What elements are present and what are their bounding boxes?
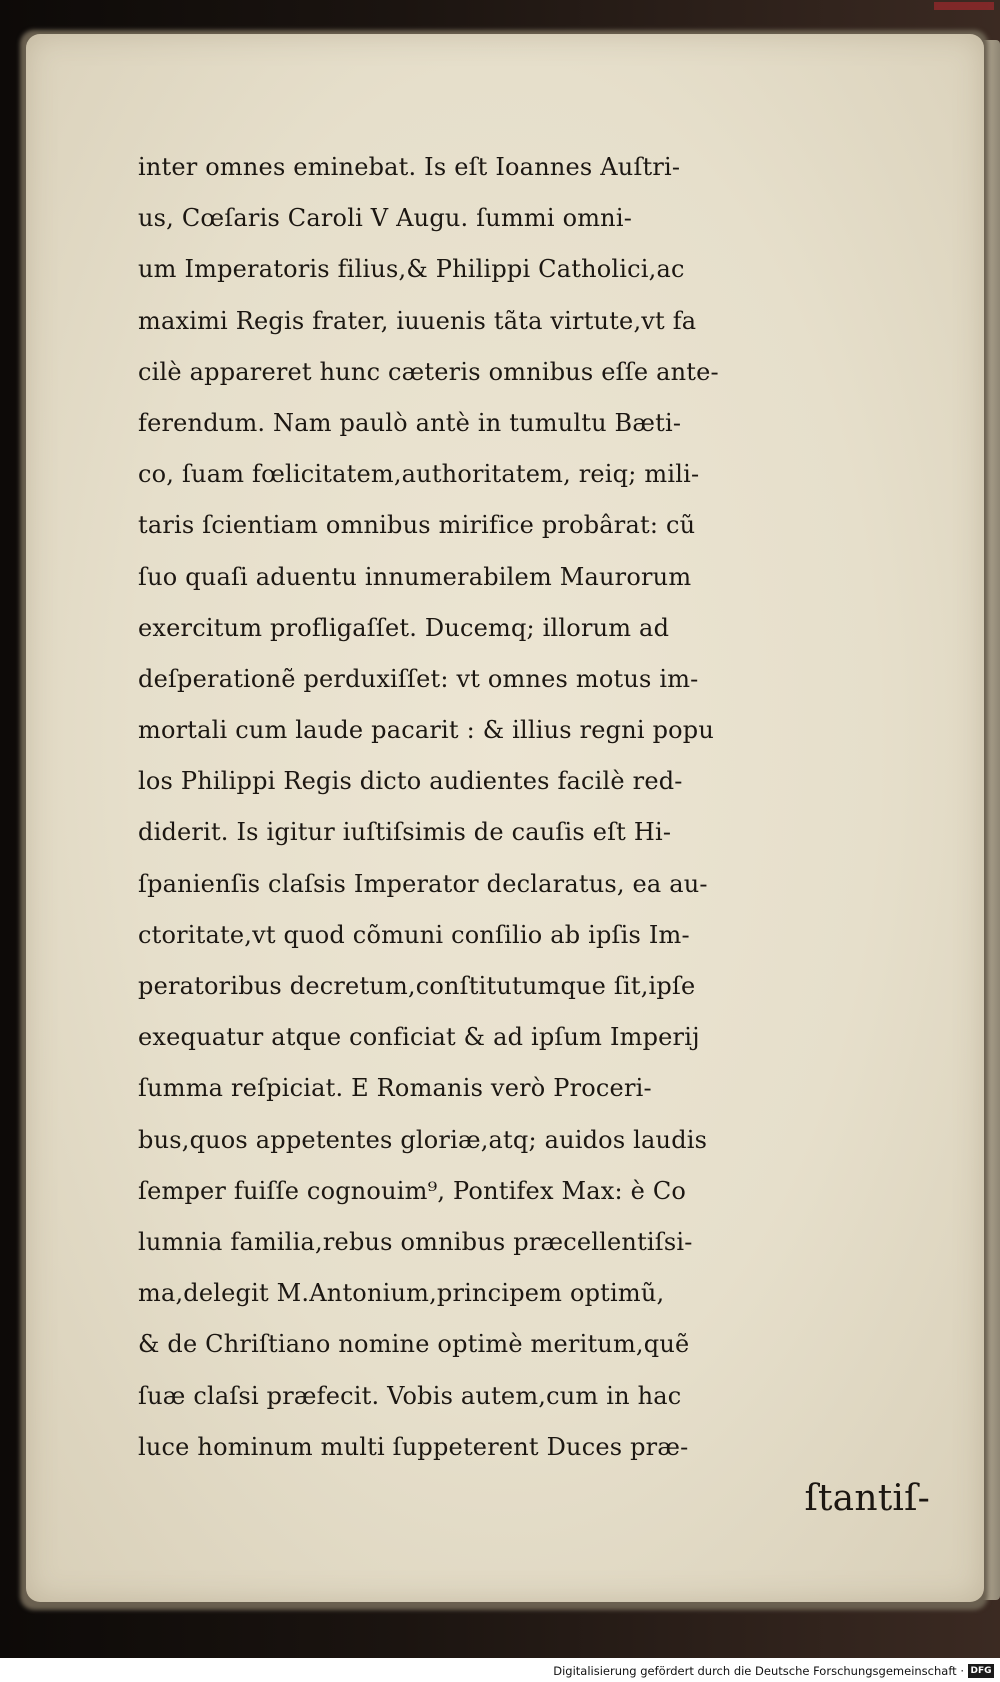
text-line: mortali cum laude pacarit : & illius regni popu: [138, 716, 715, 745]
text-line: ſemper fuiſſe cognouim⁹, Pontifex Max: è Co: [138, 1176, 687, 1205]
text-line: los Philippi Regis dicto audientes facilè red-: [138, 767, 683, 796]
text-line: ctoritate,vt quod cõmuni conſilio ab ipſis Im-: [138, 920, 690, 949]
text-line: ſuæ claſsi præfecit. Vobis autem,cum in hac: [138, 1381, 682, 1410]
digitization-credit: Digitalisierung gefördert durch die Deutsche Forschungsgemeinschaft ·: [553, 1664, 964, 1678]
text-line: bus,quos appetentes gloriæ,atq; auidos laudis: [138, 1125, 708, 1154]
text-line: inter omnes eminebat. Is eſt Ioannes Auſtri-: [138, 153, 681, 181]
text-line: um Imperatoris filius,& Philippi Catholici,ac: [138, 255, 685, 284]
text-line: deſperationẽ perduxiſſet: vt omnes motus im-: [138, 664, 699, 693]
text-line: cilè appareret hunc cæteris omnibus eſſe ante-: [138, 357, 719, 386]
dfg-logo-icon: DFG: [968, 1664, 994, 1678]
color-calibration-strip: [934, 2, 994, 10]
text-line: ſuo quaſi aduentu innumerabilem Maurorum: [138, 562, 692, 591]
footer-bar: [0, 1658, 1000, 1682]
text-line: peratoribus decretum,conſtitutumque ſit,ipſe: [138, 972, 696, 1000]
text-line: exequatur atque conficiat & ad ipſum Imperij: [138, 1023, 700, 1052]
text-line: exercitum profligaſſet. Ducemq; illorum ad: [138, 613, 670, 642]
text-line: co, ſuam fœlicitatem,authoritatem, reiq; mili-: [138, 460, 700, 489]
text-line: diderit. Is igitur iuſtiſsimis de cauſis eſt Hi-: [138, 818, 672, 847]
text-line: lumnia familia,rebus omnibus præcellentiſsi-: [138, 1227, 693, 1256]
page-text: [138, 142, 938, 1524]
text-line: taris ſcientiam omnibus mirifice probârat: cũ: [138, 511, 696, 540]
catchword: ſtantiſ-: [804, 1477, 930, 1519]
text-line: ma,delegit M.Antonium,principem optimũ,: [138, 1279, 665, 1308]
text-line: & de Chriſtiano nomine optimè meritum,quẽ: [138, 1330, 690, 1359]
text-line: maximi Regis frater, iuuenis tãta virtute,vt fa: [138, 306, 697, 335]
text-line: ferendum. Nam paulò antè in tumultu Bæti-: [138, 408, 682, 437]
text-line: us, Cœſaris Caroli V Augu. ſummi omni-: [138, 204, 633, 233]
text-line: ſpanienſis claſsis Imperator declaratus, ea au-: [138, 869, 708, 898]
text-line: luce hominum multi ſuppeterent Duces præ-: [138, 1432, 689, 1461]
text-line: ſumma reſpiciat. E Romanis verò Proceri-: [138, 1074, 652, 1103]
